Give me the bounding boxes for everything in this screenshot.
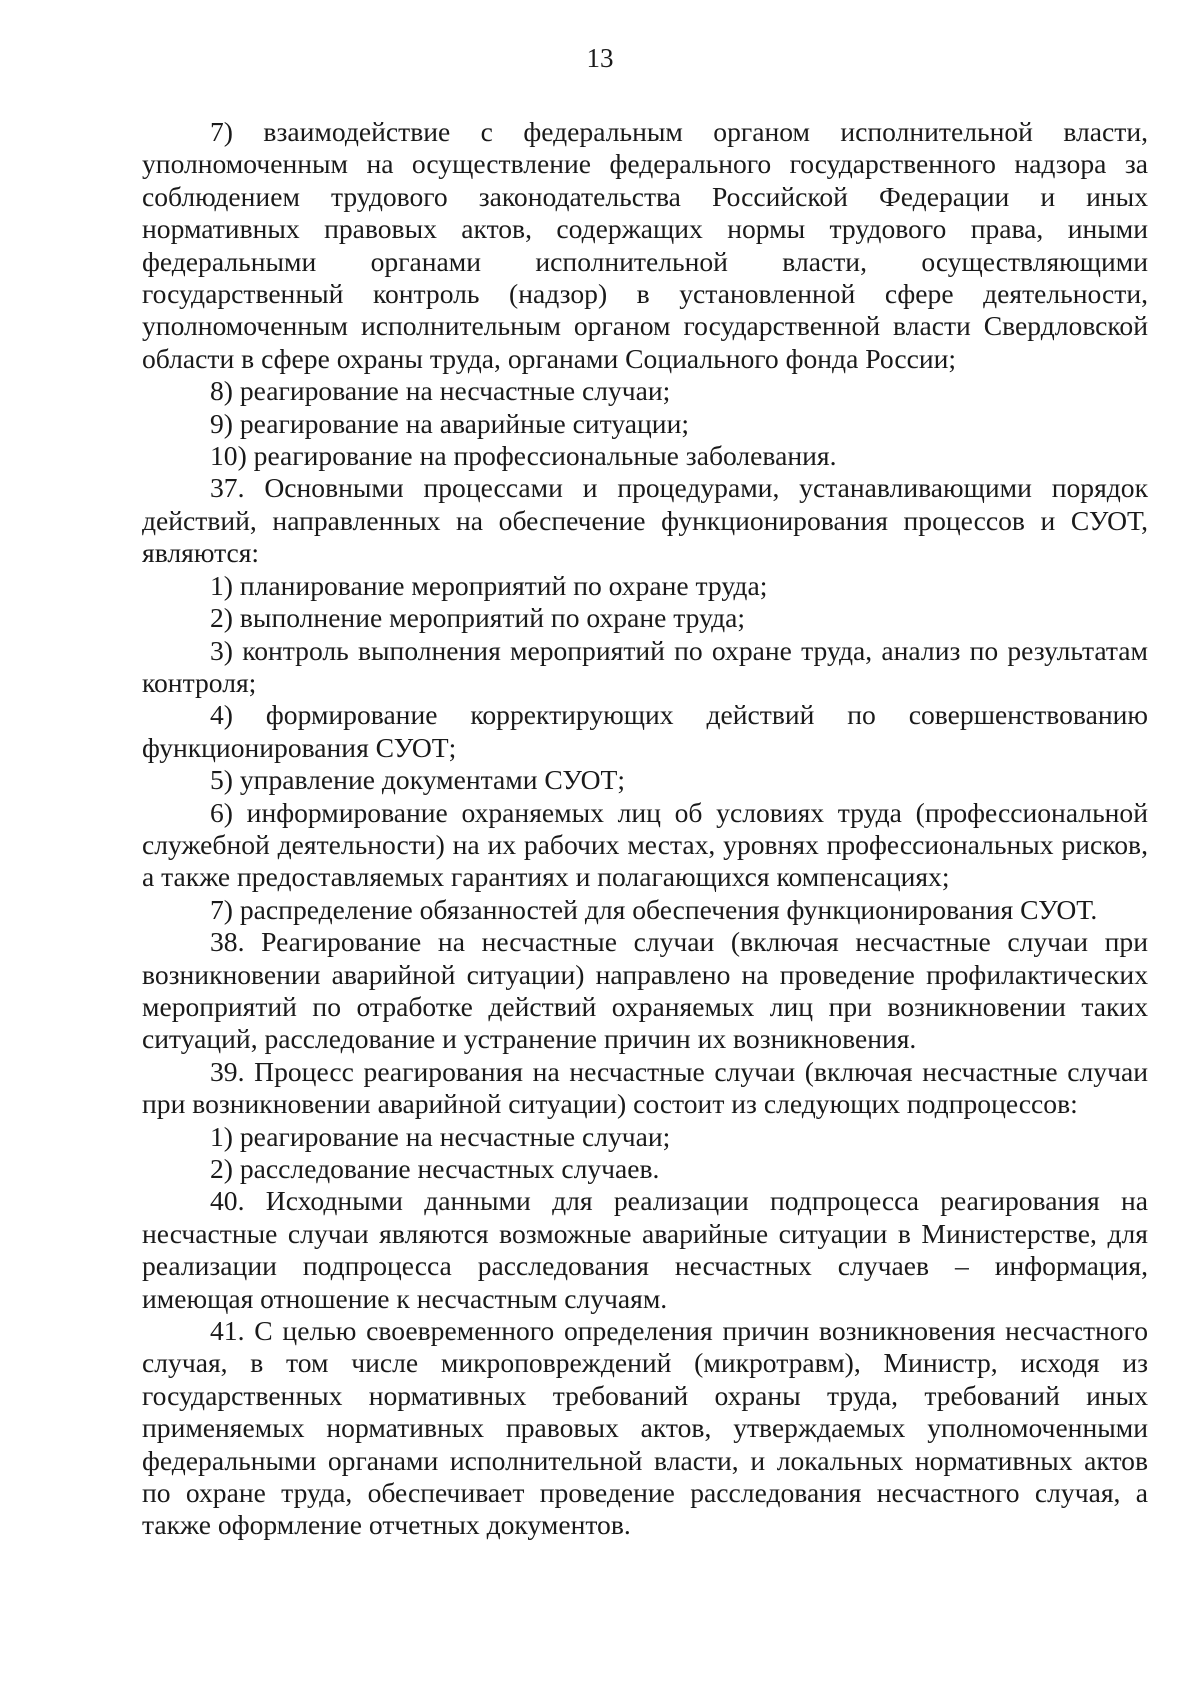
clause-41: 41. С целью своевременного определения причин возникновения несчастного случая, в том числе микроповреждений (микротравм), Министр, исходя из государственных нормативных требований охраны труда, требований иных применяемых нормативных правовых актов, утверждаемых уполномоченными федеральными органами исполнительной власти, и локальных нормативных актов по охране труда, обеспечивает проведение расследования несчастного случая, а также оформление отчетных документов.: [142, 1315, 1148, 1541]
clause-40: 40. Исходными данными для реализации подпроцесса реагирования на несчастные случаи являются возможные аварийные ситуации в Министерстве, для реализации подпроцесса расследования несчастных случаев – информация, имеющая отношение к несчастным случаям.: [142, 1185, 1148, 1314]
list-item-9-emergencies: 9) реагирование на аварийные ситуации;: [210, 407, 689, 439]
clause-37: 37. Основными процессами и процедурами, устанавливающими порядок действий, направленных на обеспечение функционирования процессов и СУОТ, являются:: [142, 472, 1148, 569]
clause-37-item-5: 5) управление документами СУОТ;: [210, 764, 626, 796]
clause-37-item-7: 7) распределение обязанностей для обеспечения функционирования СУОТ.: [210, 893, 1098, 925]
clause-39: 39. Процесс реагирования на несчастные случаи (включая несчастные случаи при возникновении аварийной ситуации) состоит из следующих подпроцессов:: [142, 1055, 1148, 1120]
clause-38: 38. Реагирование на несчастные случаи (включая несчастные случаи при возникновении аварийной ситуации) направлено на проведение профилактических мероприятий по отработке действий охраняемых лиц при возникновении таких ситуаций, расследование и устранение причин их возникновения.: [142, 926, 1148, 1055]
clause-37-item-6: 6) информирование охраняемых лиц об условиях труда (профессиональной служебной деятельности) на их рабочих местах, уровнях профессиональных рисков, а также предоставляемых гарантиях и полагающихся компенсациях;: [142, 796, 1148, 893]
clause-39-item-1: 1) реагирование на несчастные случаи;: [210, 1120, 671, 1152]
clause-37-item-4: 4) формирование корректирующих действий по совершенствованию функционирования СУОТ;: [142, 699, 1148, 763]
list-item-8-accidents: 8) реагирование на несчастные случаи;: [210, 375, 671, 407]
page-number: 13: [586, 43, 614, 73]
clause-37-item-2: 2) выполнение мероприятий по охране труда;: [210, 602, 746, 634]
clause-39-item-2: 2) расследование несчастных случаев.: [210, 1153, 660, 1184]
clause-37-item-1: 1) планирование мероприятий по охране труда;: [210, 569, 768, 601]
list-item-10-occupational-diseases: 10) реагирование на профессиональные заболевания.: [210, 440, 837, 472]
list-item-7-interaction: 7) взаимодействие с федеральным органом исполнительной власти, уполномоченным на осуществление федерального государственного надзора за соблюдением трудового законодательства Российской Федерации и иных нормативных правовых актов, содержащих нормы трудового права, иными федеральными органами исполнительной власти, осуществляющими государственный контроль (надзор) в установленной сфере деятельности, уполномоченным исполнительным органом государственной власти Свердловской области в сфере охраны труда, органами Социального фонда России;: [142, 116, 1148, 374]
clause-37-item-3: 3) контроль выполнения мероприятий по охране труда, анализ по результатам контроля;: [142, 634, 1148, 698]
document-body: [142, 116, 1148, 1542]
